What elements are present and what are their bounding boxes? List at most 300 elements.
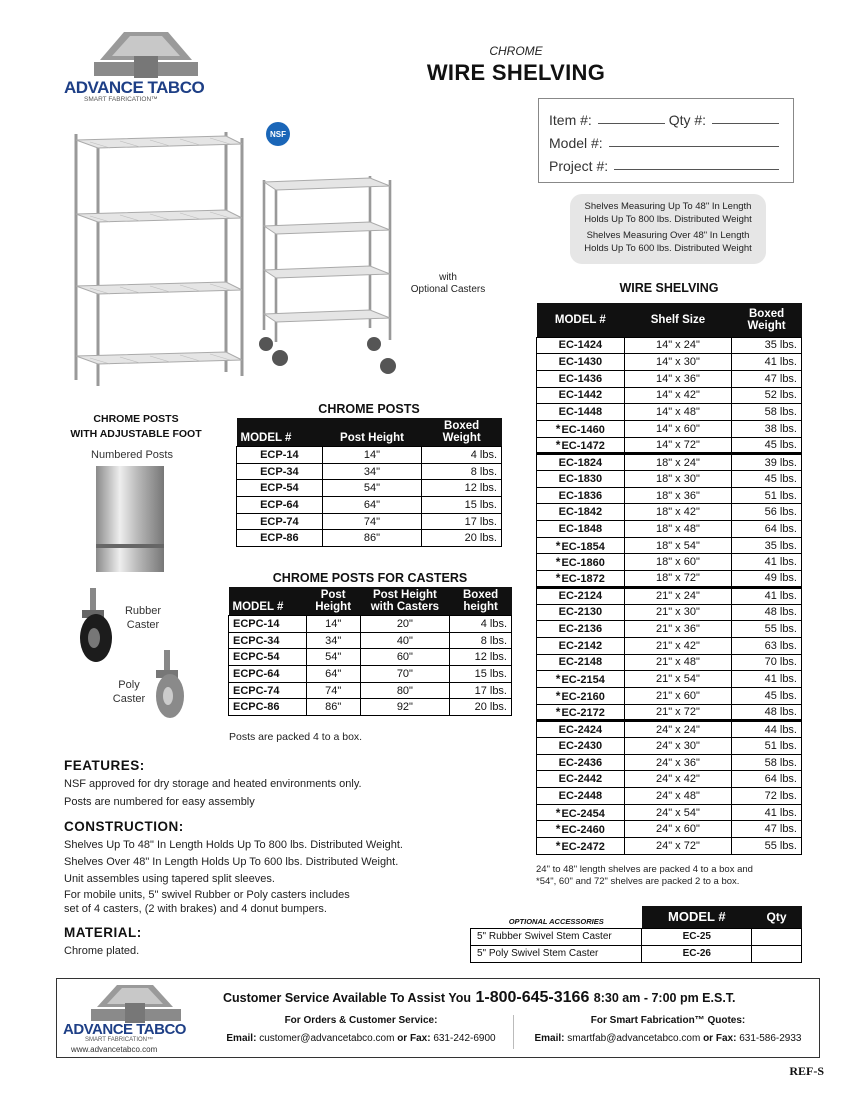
item-label: Item #: <box>549 112 592 128</box>
orders-contact <box>213 1015 509 1044</box>
acc-col-model: MODEL # <box>642 906 752 928</box>
weight-cell: 8 lbs. <box>450 632 512 649</box>
features-section <box>64 758 464 959</box>
col-size: Shelf Size <box>624 303 731 337</box>
table-row <box>237 480 502 497</box>
accessory-model: EC-25 <box>642 928 752 945</box>
model-field[interactable] <box>609 146 779 147</box>
hdr-line: Post <box>320 589 346 601</box>
model-cell <box>537 604 625 621</box>
post-height-cell: 54" <box>306 649 360 666</box>
wire-shelving-unit-image <box>70 128 250 390</box>
service-hours: 8:30 am - 7:00 pm E.S.T. <box>593 991 736 1005</box>
model-cell <box>537 471 625 488</box>
construction-line: For mobile units, 5" swivel Rubber or Poly casters includes <box>64 889 350 901</box>
table-row <box>537 354 802 371</box>
with-casters-cell: 70" <box>360 666 450 683</box>
model-cell: ECP-74 <box>237 513 323 530</box>
orders-line <box>213 1033 509 1044</box>
post-height-cell: 34" <box>306 632 360 649</box>
note-line: Shelves Measuring Over 48" In Length <box>586 230 750 241</box>
model-text: EC-1472 <box>561 439 605 452</box>
weight-cell: 45 lbs. <box>732 471 802 488</box>
model-cell <box>537 821 625 838</box>
quotes-line <box>519 1033 817 1044</box>
table-row <box>537 838 802 855</box>
email-label: Email: <box>534 1033 565 1044</box>
caption-line: Rubber <box>124 605 162 617</box>
weight-cell: 56 lbs. <box>732 504 802 521</box>
star-marker: * <box>555 538 561 553</box>
weight-cell: 4 lbs. <box>422 447 502 464</box>
table-row <box>537 454 802 471</box>
feature-line: NSF approved for dry storage and heated environments only. <box>64 778 362 790</box>
project-field[interactable] <box>614 169 779 170</box>
model-text: EC-1830 <box>558 472 603 485</box>
hdr-line: Weight <box>747 319 786 332</box>
weight-cell: 48 lbs. <box>732 704 802 721</box>
star-marker: * <box>555 822 561 837</box>
hdr-line: Boxed <box>749 307 785 320</box>
size-cell: 24" x 30" <box>624 738 731 755</box>
features-heading: FEATURES: <box>64 758 145 773</box>
model-cell <box>537 454 625 471</box>
model-cell <box>537 370 625 387</box>
col-boxed <box>450 587 512 616</box>
model-label: Model #: <box>549 135 603 151</box>
weight-cell: 47 lbs. <box>732 821 802 838</box>
model-cell <box>537 554 625 571</box>
qty-field[interactable] <box>712 123 779 124</box>
caption-line: Optional Casters <box>410 284 486 295</box>
size-cell: 18" x 60" <box>624 554 731 571</box>
model-cell: ECPC-34 <box>229 632 307 649</box>
col-weight <box>732 303 802 337</box>
accessories-label: OPTIONAL ACCESSORIES <box>471 906 642 928</box>
rubber-caster-image <box>70 588 120 664</box>
hdr-line: Post Height <box>372 589 437 601</box>
height-cell: 74" <box>322 513 422 530</box>
model-text: EC-1430 <box>558 356 603 369</box>
table-row <box>537 370 802 387</box>
size-cell: 24" x 54" <box>624 804 731 821</box>
chrome-posts-title: CHROME POSTS <box>318 402 420 416</box>
table-row <box>537 571 802 588</box>
model-cell: ECPC-14 <box>229 616 307 633</box>
model-cell <box>537 354 625 371</box>
project-label: Project #: <box>549 158 609 174</box>
model-text: EC-2448 <box>558 789 603 802</box>
footer-logo <box>63 983 203 1055</box>
model-text: EC-1836 <box>558 489 603 502</box>
model-cell <box>537 788 625 805</box>
model-cell: ECPC-74 <box>229 682 307 699</box>
model-text: EC-1860 <box>561 557 605 570</box>
size-cell: 21" x 60" <box>624 687 731 704</box>
model-text: EC-1448 <box>558 406 603 419</box>
email-label: Email: <box>226 1033 257 1044</box>
size-cell: 24" x 72" <box>624 838 731 855</box>
model-cell <box>537 337 625 354</box>
col-weight <box>422 418 502 447</box>
caption-line: Poly <box>118 679 140 691</box>
size-cell: 21" x 72" <box>624 704 731 721</box>
table-row <box>537 671 802 688</box>
table-row <box>237 513 502 530</box>
weight-cell: 49 lbs. <box>732 571 802 588</box>
model-text: EC-2172 <box>561 706 605 719</box>
model-cell: ECPC-64 <box>229 666 307 683</box>
model-cell <box>537 804 625 821</box>
size-cell: 18" x 30" <box>624 471 731 488</box>
qty-label: Qty #: <box>668 112 707 128</box>
size-cell: 14" x 60" <box>624 420 731 437</box>
weight-cell: 41 lbs. <box>732 554 802 571</box>
rubber-caster-label <box>118 604 168 632</box>
post-height-cell: 64" <box>306 666 360 683</box>
quotes-fax: 631-586-2933 <box>739 1033 802 1044</box>
weight-cell: 51 lbs. <box>732 487 802 504</box>
size-cell: 21" x 36" <box>624 621 731 638</box>
weight-cell: 12 lbs. <box>422 480 502 497</box>
accessory-qty-field[interactable] <box>752 945 802 962</box>
weight-cell: 72 lbs. <box>732 788 802 805</box>
weight-cell: 35 lbs. <box>732 537 802 554</box>
model-cell: ECP-64 <box>237 497 323 514</box>
logo-tagline: SMART FABRICATION™ <box>85 1037 154 1043</box>
star-marker: * <box>555 437 561 452</box>
hdr-line: Weight <box>442 432 481 444</box>
hdr-line: Height <box>315 601 352 613</box>
note-line: Holds Up To 800 lbs. Distributed Weight <box>584 214 752 225</box>
nsf-badge-icon <box>266 122 290 146</box>
model-text: EC-2148 <box>558 656 603 669</box>
height-cell: 14" <box>322 447 422 464</box>
table-row <box>537 404 802 421</box>
model-cell: ECP-86 <box>237 530 323 547</box>
table-row <box>229 616 512 633</box>
model-cell: ECPC-54 <box>229 649 307 666</box>
weight-cell: 8 lbs. <box>422 463 502 480</box>
star-marker: * <box>555 688 561 703</box>
model-cell <box>537 487 625 504</box>
size-cell: 18" x 48" <box>624 521 731 538</box>
accessories-table <box>470 906 802 963</box>
table-row <box>537 504 802 521</box>
weight-cell: 51 lbs. <box>732 738 802 755</box>
orders-email-link[interactable]: customer@advancetabco.com <box>259 1033 395 1044</box>
item-field[interactable] <box>598 123 665 124</box>
weight-cell: 41 lbs. <box>732 587 802 604</box>
star-marker: * <box>555 571 561 586</box>
model-row <box>549 128 783 151</box>
model-text: EC-2436 <box>558 756 603 769</box>
star-marker: * <box>555 555 561 570</box>
table-row <box>537 721 802 738</box>
model-cell <box>537 754 625 771</box>
fax-label: or Fax: <box>397 1033 431 1044</box>
advance-tabco-logo-icon <box>63 983 203 1025</box>
quotes-heading: For Smart Fabrication™ Quotes: <box>590 1015 746 1026</box>
feature-line: Posts are numbered for easy assembly <box>64 796 255 808</box>
table-row <box>229 632 512 649</box>
table-row <box>537 604 802 621</box>
weight-cell: 64 lbs. <box>732 521 802 538</box>
orders-heading: For Orders & Customer Service: <box>284 1015 438 1026</box>
caption-line: CHROME POSTS <box>93 413 179 425</box>
model-text: EC-2130 <box>558 606 603 619</box>
quotes-contact <box>519 1015 817 1044</box>
phone-number[interactable]: 1-800-645-3166 <box>475 989 590 1006</box>
height-cell: 34" <box>322 463 422 480</box>
size-cell: 18" x 42" <box>624 504 731 521</box>
model-cell <box>537 571 625 588</box>
hdr-line: Boxed <box>444 420 480 432</box>
weight-cell: 52 lbs. <box>732 387 802 404</box>
model-cell: ECP-14 <box>237 447 323 464</box>
size-cell: 24" x 42" <box>624 771 731 788</box>
table-row <box>237 497 502 514</box>
model-cell <box>537 637 625 654</box>
model-text: EC-2160 <box>561 690 605 703</box>
posts-pack-note: Posts are packed 4 to a box. <box>229 731 363 743</box>
item-info-box <box>538 98 794 183</box>
weight-cell: 45 lbs. <box>732 437 802 454</box>
numbered-posts-caption: Numbered Posts <box>91 449 173 461</box>
acc-col-qty: Qty <box>752 906 802 928</box>
weight-cell: 70 lbs. <box>732 654 802 671</box>
model-cell <box>537 838 625 855</box>
size-cell: 24" x 60" <box>624 821 731 838</box>
size-cell: 14" x 36" <box>624 370 731 387</box>
project-row <box>549 151 783 174</box>
table-row <box>229 682 512 699</box>
size-cell: 14" x 72" <box>624 437 731 454</box>
hdr-line: with Casters <box>370 601 440 613</box>
size-cell: 21" x 42" <box>624 637 731 654</box>
model-text: EC-2154 <box>561 674 605 687</box>
poly-caster-image <box>148 650 190 720</box>
weight-cell: 58 lbs. <box>732 404 802 421</box>
logo-brand-text: ADVANCE TABCO <box>63 1021 186 1038</box>
size-cell: 18" x 54" <box>624 537 731 554</box>
model-cell <box>537 504 625 521</box>
table-row <box>537 754 802 771</box>
model-text: EC-1824 <box>558 456 603 469</box>
weight-cell: 15 lbs. <box>450 666 512 683</box>
model-cell <box>537 738 625 755</box>
table-row <box>537 521 802 538</box>
model-cell <box>537 621 625 638</box>
footer-divider <box>513 1015 514 1049</box>
model-text: EC-2472 <box>561 840 605 853</box>
weight-cell: 20 lbs. <box>450 699 512 716</box>
model-cell <box>537 654 625 671</box>
wire-shelving-title: WIRE SHELVING <box>619 281 719 295</box>
table-row <box>237 530 502 547</box>
weight-cell: 44 lbs. <box>732 721 802 738</box>
height-cell: 64" <box>322 497 422 514</box>
table-row <box>471 945 802 962</box>
construction-line: Shelves Up To 48" In Length Holds Up To 800 lbs. Distributed Weight. <box>64 839 403 851</box>
size-cell: 14" x 30" <box>624 354 731 371</box>
table-row <box>229 666 512 683</box>
size-cell: 24" x 24" <box>624 721 731 738</box>
caster-posts-title: CHROME POSTS FOR CASTERS <box>272 571 468 585</box>
note-line: 24" to 48" length shelves are packed 4 to a box and <box>536 864 753 875</box>
caption-line: Caster <box>112 693 146 705</box>
size-cell: 18" x 72" <box>624 571 731 588</box>
weight-cell: 38 lbs. <box>732 420 802 437</box>
table-row <box>237 447 502 464</box>
item-qty-row <box>549 105 783 128</box>
hdr-line: height <box>463 601 498 613</box>
caption-line: WITH ADJUSTABLE FOOT <box>70 428 202 440</box>
model-cell <box>537 704 625 721</box>
chrome-post-image <box>90 466 170 572</box>
model-cell <box>537 387 625 404</box>
caption-line: Caster <box>126 619 160 631</box>
accessory-desc: 5" Rubber Swivel Stem Caster <box>471 928 642 945</box>
table-row <box>537 771 802 788</box>
model-cell <box>537 671 625 688</box>
table-row <box>537 487 802 504</box>
weight-cell: 17 lbs. <box>450 682 512 699</box>
size-cell: 21" x 24" <box>624 587 731 604</box>
accessory-model: EC-26 <box>642 945 752 962</box>
table-row <box>537 687 802 704</box>
chrome-posts-caption <box>54 412 218 442</box>
capacity-note <box>570 194 766 264</box>
weight-cell: 64 lbs. <box>732 771 802 788</box>
model-cell <box>537 404 625 421</box>
size-cell: 14" x 24" <box>624 337 731 354</box>
with-casters-cell: 60" <box>360 649 450 666</box>
size-cell: 14" x 42" <box>624 387 731 404</box>
model-cell <box>537 587 625 604</box>
construction-line: Shelves Over 48" In Length Holds Up To 600 lbs. Distributed Weight. <box>64 856 399 868</box>
logo-tagline: SMART FABRICATION™ <box>84 96 158 103</box>
model-text: EC-1442 <box>558 389 603 402</box>
service-line <box>223 989 817 1007</box>
col-with-casters <box>360 587 450 616</box>
model-cell: ECPC-86 <box>229 699 307 716</box>
poly-caster-label <box>106 678 152 706</box>
weight-cell: 41 lbs. <box>732 671 802 688</box>
table-row <box>471 928 802 945</box>
col-model: MODEL # <box>229 587 307 616</box>
table-row <box>537 387 802 404</box>
caption-line: with <box>439 272 457 283</box>
table-row <box>537 821 802 838</box>
size-cell: 24" x 48" <box>624 788 731 805</box>
table-row <box>537 420 802 437</box>
model-text: EC-2442 <box>558 773 603 786</box>
height-cell: 54" <box>322 480 422 497</box>
table-row <box>537 337 802 354</box>
size-cell: 21" x 48" <box>624 654 731 671</box>
table-row <box>537 587 802 604</box>
size-cell: 21" x 54" <box>624 671 731 688</box>
size-cell: 18" x 36" <box>624 487 731 504</box>
with-casters-cell: 80" <box>360 682 450 699</box>
weight-cell: 15 lbs. <box>422 497 502 514</box>
weight-cell: 41 lbs. <box>732 804 802 821</box>
table-row <box>537 537 802 554</box>
model-text: EC-1424 <box>558 339 603 352</box>
with-casters-cell: 20" <box>360 616 450 633</box>
material-heading: MATERIAL: <box>64 925 142 940</box>
reference-code: REF-S <box>789 1064 824 1078</box>
weight-cell: 35 lbs. <box>732 337 802 354</box>
website-link[interactable]: www.advancetabco.com <box>71 1045 158 1054</box>
table-row <box>237 463 502 480</box>
star-marker: * <box>555 672 561 687</box>
optional-casters-caption <box>398 272 498 296</box>
col-model: MODEL # <box>237 418 323 447</box>
size-cell: 14" x 48" <box>624 404 731 421</box>
caster-posts-table <box>228 587 512 716</box>
quotes-email-link[interactable]: smartfab@advancetabco.com <box>567 1033 701 1044</box>
weight-cell: 45 lbs. <box>732 687 802 704</box>
size-cell: 24" x 36" <box>624 754 731 771</box>
model-cell <box>537 721 625 738</box>
header-logo <box>64 30 224 102</box>
model-cell: ECP-54 <box>237 480 323 497</box>
chrome-posts-table <box>236 418 502 547</box>
title-subtitle: CHROME <box>489 44 543 58</box>
weight-cell: 58 lbs. <box>732 754 802 771</box>
star-marker: * <box>555 421 561 436</box>
service-text: Customer Service Available To Assist You <box>223 991 472 1005</box>
post-height-cell: 74" <box>306 682 360 699</box>
model-text: EC-1842 <box>558 506 603 519</box>
mobile-shelving-unit-image <box>258 160 410 382</box>
model-cell <box>537 437 625 454</box>
note-line: *54", 60" and 72" shelves are packed 2 to a box. <box>536 876 740 887</box>
table-row <box>537 804 802 821</box>
model-text: EC-1436 <box>558 372 603 385</box>
weight-cell: 4 lbs. <box>450 616 512 633</box>
footer <box>56 978 820 1058</box>
model-text: EC-2430 <box>558 739 603 752</box>
post-height-cell: 86" <box>306 699 360 716</box>
star-marker: * <box>555 838 561 853</box>
weight-cell: 63 lbs. <box>732 637 802 654</box>
table-row <box>537 437 802 454</box>
accessory-qty-field[interactable] <box>752 928 802 945</box>
model-text: EC-1460 <box>561 423 605 436</box>
table-row <box>537 554 802 571</box>
hdr-line: Boxed <box>463 589 499 601</box>
model-text: EC-1854 <box>561 540 605 553</box>
table-row <box>537 738 802 755</box>
star-marker: * <box>555 704 561 719</box>
weight-cell: 47 lbs. <box>732 370 802 387</box>
page-title: WIRE SHELVING <box>426 60 606 85</box>
accessory-desc: 5" Poly Swivel Stem Caster <box>471 945 642 962</box>
weight-cell: 12 lbs. <box>450 649 512 666</box>
size-cell: 21" x 30" <box>624 604 731 621</box>
nsf-badge-text: NSF <box>270 129 286 139</box>
model-cell <box>537 537 625 554</box>
orders-fax: 631-242-6900 <box>433 1033 496 1044</box>
model-cell <box>537 771 625 788</box>
model-cell: ECP-34 <box>237 463 323 480</box>
model-text: EC-2136 <box>558 623 603 636</box>
table-row <box>537 471 802 488</box>
weight-cell: 39 lbs. <box>732 454 802 471</box>
